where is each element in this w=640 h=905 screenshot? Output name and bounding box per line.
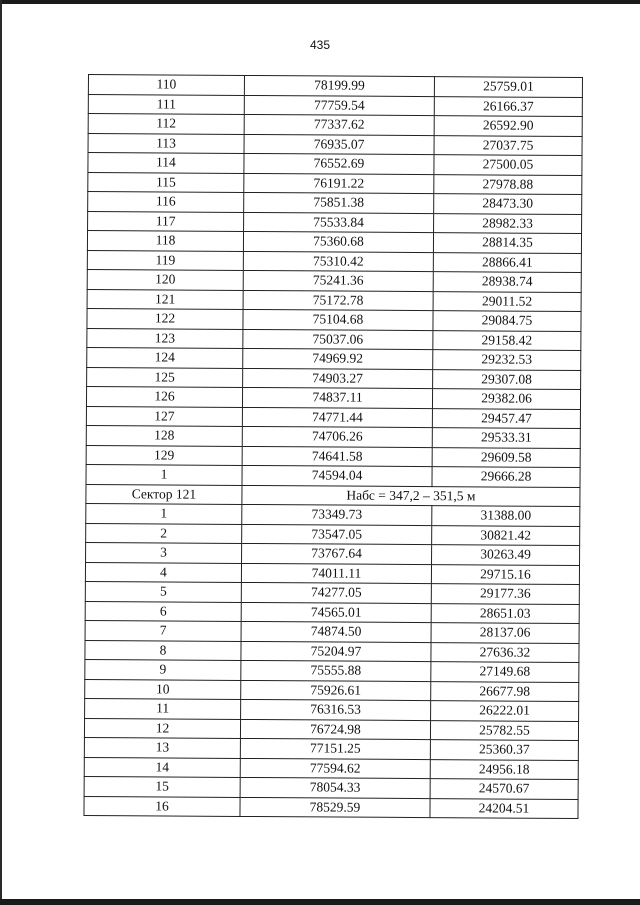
point-number: 16 (84, 796, 240, 816)
x-coordinate: 75533.84 (244, 212, 434, 233)
point-number: 115 (88, 172, 244, 192)
point-number: 113 (88, 133, 244, 153)
point-number: 9 (85, 659, 241, 679)
scan-edge-top (0, 0, 640, 4)
table-row (85, 659, 579, 682)
table-row (85, 581, 579, 604)
y-coordinate: 24204.51 (430, 798, 578, 818)
table-row (86, 523, 580, 546)
x-coordinate: 77594.62 (240, 758, 430, 779)
table-row (84, 796, 578, 819)
point-number: 117 (88, 211, 244, 231)
scan-edge-left (0, 0, 2, 905)
y-coordinate: 29457.47 (432, 408, 580, 428)
x-coordinate: 77337.62 (244, 114, 434, 135)
table-row (87, 269, 581, 292)
x-coordinate: 77151.25 (240, 738, 430, 759)
x-coordinate: 75851.38 (244, 192, 434, 213)
x-coordinate: 74641.58 (242, 446, 432, 467)
x-coordinate: 75204.97 (241, 641, 431, 662)
table-row (86, 406, 580, 429)
x-coordinate: 74277.05 (241, 582, 431, 603)
x-coordinate: 78054.33 (240, 777, 430, 798)
table-row (88, 192, 582, 215)
point-number: 8 (85, 640, 241, 660)
y-coordinate: 31388.00 (432, 506, 580, 526)
sector-row (86, 484, 580, 507)
point-number: 116 (88, 192, 244, 212)
x-coordinate: 75555.88 (241, 660, 431, 681)
point-number: 7 (85, 620, 241, 640)
x-coordinate: 73349.73 (242, 504, 432, 525)
y-coordinate: 30263.49 (432, 545, 580, 565)
sector-altitude: Набс = 347,2 – 351,5 м (242, 485, 580, 507)
y-coordinate: 24956.18 (430, 759, 578, 779)
scan-edge-bottom (0, 899, 640, 905)
y-coordinate: 29084.75 (433, 311, 581, 331)
x-coordinate: 75310.42 (243, 251, 433, 272)
table-row (85, 698, 579, 721)
coordinates-table (83, 74, 583, 819)
table-row (85, 620, 579, 643)
y-coordinate: 30821.42 (432, 525, 580, 545)
y-coordinate: 28651.03 (431, 603, 579, 623)
point-number: 122 (87, 308, 243, 328)
table-row (86, 503, 580, 526)
x-coordinate: 74706.26 (242, 426, 432, 447)
y-coordinate: 26592.90 (434, 116, 582, 136)
y-coordinate: 28938.74 (433, 272, 581, 292)
x-coordinate: 75241.36 (243, 270, 433, 291)
point-number: 12 (84, 718, 240, 738)
table-row (88, 211, 582, 234)
x-coordinate: 74837.11 (242, 387, 432, 408)
point-number: 1 (86, 503, 242, 523)
point-number: 6 (85, 601, 241, 621)
point-number: 121 (87, 289, 243, 309)
point-number: 126 (86, 386, 242, 406)
table-row (88, 153, 582, 176)
point-number: 3 (86, 542, 242, 562)
x-coordinate: 78199.99 (244, 75, 434, 96)
x-coordinate: 76935.07 (244, 134, 434, 155)
point-number: 124 (87, 347, 243, 367)
point-number: 119 (87, 250, 243, 270)
x-coordinate: 74771.44 (242, 407, 432, 428)
y-coordinate: 28814.35 (433, 233, 581, 253)
table-row (86, 542, 580, 565)
point-number: 123 (87, 328, 243, 348)
y-coordinate: 29382.06 (432, 389, 580, 409)
table-row (87, 250, 581, 273)
point-number: 2 (86, 523, 242, 543)
table-row (88, 75, 582, 98)
x-coordinate: 74874.50 (241, 621, 431, 642)
sector-label: Сектор 121 (86, 484, 242, 504)
y-coordinate: 27149.68 (431, 662, 579, 682)
y-coordinate: 26677.98 (431, 681, 579, 701)
point-number: 128 (86, 425, 242, 445)
point-number: 14 (84, 757, 240, 777)
y-coordinate: 25360.37 (430, 740, 578, 760)
x-coordinate: 75172.78 (243, 290, 433, 311)
y-coordinate: 29715.16 (431, 564, 579, 584)
y-coordinate: 27978.88 (434, 174, 582, 194)
coordinates-table-top (86, 75, 582, 488)
x-coordinate: 74903.27 (243, 368, 433, 389)
x-coordinate: 77759.54 (244, 95, 434, 116)
point-number: 114 (88, 153, 244, 173)
x-coordinate: 75360.68 (243, 231, 433, 252)
y-coordinate: 28137.06 (431, 623, 579, 643)
point-number: 4 (85, 562, 241, 582)
x-coordinate: 76552.69 (244, 153, 434, 174)
y-coordinate: 29307.08 (433, 369, 581, 389)
x-coordinate: 74565.01 (241, 602, 431, 623)
point-number: 120 (87, 269, 243, 289)
y-coordinate: 28866.41 (433, 252, 581, 272)
y-coordinate: 25782.55 (430, 720, 578, 740)
point-number: 11 (85, 698, 241, 718)
y-coordinate: 29158.42 (433, 330, 581, 350)
y-coordinate: 26222.01 (431, 701, 579, 721)
table-row (87, 367, 581, 390)
x-coordinate: 73547.05 (242, 524, 432, 545)
table-row (88, 172, 582, 195)
point-number: 118 (87, 231, 243, 251)
x-coordinate: 74011.11 (241, 563, 431, 584)
point-number: 111 (88, 94, 244, 114)
table-row (84, 757, 578, 780)
y-coordinate: 27500.05 (434, 155, 582, 175)
y-coordinate: 26166.37 (434, 96, 582, 116)
point-number: 110 (88, 75, 244, 95)
y-coordinate: 28982.33 (434, 213, 582, 233)
point-number: 112 (88, 114, 244, 134)
y-coordinate: 27037.75 (434, 135, 582, 155)
y-coordinate: 24570.67 (430, 779, 578, 799)
point-number: 5 (85, 581, 241, 601)
table-row (84, 776, 578, 799)
x-coordinate: 76724.98 (240, 719, 430, 740)
table-row (85, 679, 579, 702)
x-coordinate: 73767.64 (242, 543, 432, 564)
table-row (86, 425, 580, 448)
table-row (85, 640, 579, 663)
table-row (84, 737, 578, 760)
point-number: 129 (86, 445, 242, 465)
x-coordinate: 74969.92 (243, 348, 433, 369)
x-coordinate: 75104.68 (243, 309, 433, 330)
point-number: 10 (85, 679, 241, 699)
x-coordinate: 76316.53 (241, 699, 431, 720)
table-row (86, 445, 580, 468)
table-row (87, 347, 581, 370)
point-number: 1 (86, 464, 242, 484)
y-coordinate: 28473.30 (434, 194, 582, 214)
table-row (88, 133, 582, 156)
point-number: 13 (84, 737, 240, 757)
sector-header (86, 484, 580, 507)
y-coordinate: 29666.28 (432, 467, 580, 487)
y-coordinate: 29533.31 (432, 428, 580, 448)
table-row (88, 114, 582, 137)
x-coordinate: 76191.22 (244, 173, 434, 194)
y-coordinate: 29609.58 (432, 447, 580, 467)
x-coordinate: 78529.59 (240, 797, 430, 818)
point-number: 127 (86, 406, 242, 426)
table-row (87, 289, 581, 312)
y-coordinate: 29011.52 (433, 291, 581, 311)
table-row (87, 231, 581, 254)
y-coordinate: 29177.36 (431, 584, 579, 604)
table-row (85, 601, 579, 624)
y-coordinate: 27636.32 (431, 642, 579, 662)
x-coordinate: 75037.06 (243, 329, 433, 350)
x-coordinate: 75926.61 (241, 680, 431, 701)
y-coordinate: 29232.53 (433, 350, 581, 370)
y-coordinate: 25759.01 (434, 77, 582, 97)
x-coordinate: 74594.04 (242, 465, 432, 486)
table-row (84, 718, 578, 741)
table-row (85, 562, 579, 585)
coordinates-table-bottom (84, 503, 580, 818)
table-row (86, 386, 580, 409)
table-row (88, 94, 582, 117)
table-row (86, 464, 580, 487)
table-row (87, 308, 581, 331)
page-number: 435 (309, 38, 331, 52)
table-row (87, 328, 581, 351)
point-number: 15 (84, 776, 240, 796)
point-number: 125 (87, 367, 243, 387)
